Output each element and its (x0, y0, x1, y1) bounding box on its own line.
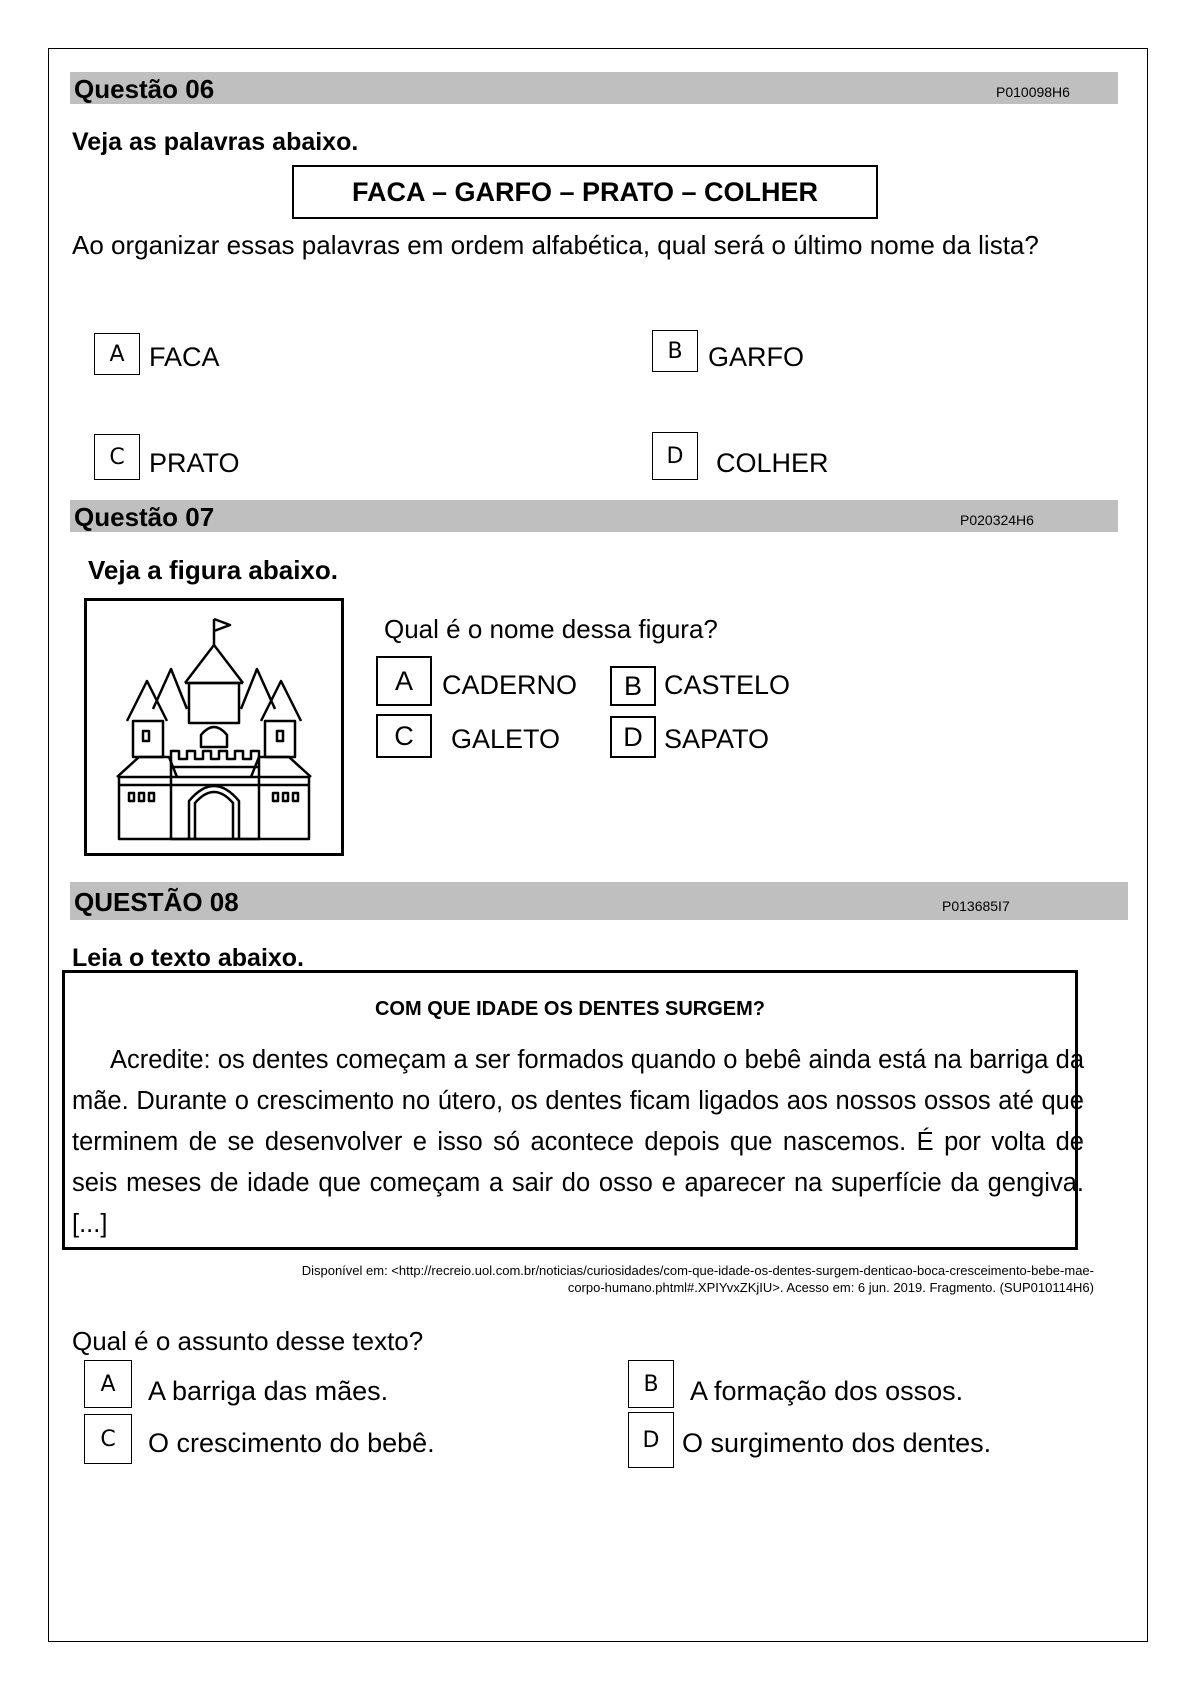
option-d-box[interactable]: D (652, 432, 698, 480)
question-06-code: P010098H6 (996, 84, 1070, 100)
option-a-box[interactable]: A (94, 333, 140, 375)
question-07-code: P020324H6 (960, 512, 1034, 528)
option-c-box[interactable]: C (376, 714, 432, 758)
option-b-text[interactable]: GARFO (708, 342, 805, 372)
question-08-header (70, 882, 1128, 920)
question-08-prompt: Qual é o assunto desse texto? (72, 1326, 424, 1356)
question-06-instruction: Veja as palavras abaixo. (72, 128, 359, 156)
option-a-text[interactable]: FACA (149, 342, 220, 372)
word-list-box: FACA – GARFO – PRATO – COLHER (292, 165, 878, 219)
option-a-box[interactable]: A (376, 656, 432, 706)
question-07-title: Questão 07 (74, 502, 215, 532)
source-citation (100, 1262, 1094, 1296)
option-d-text[interactable]: SAPATO (664, 724, 770, 754)
passage-paragraph: Acredite: os dentes começam a ser formados quando o bebê ainda está na barriga da mãe. Durante o crescimento no útero, os dentes ficam ligados aos nossos ossos até que terminem de se desenvolver e isso só acontece depois que nascemos. É por volta de seis meses de idade que começam a sair do osso e aparecer na superfície da gengiva. [...] (72, 1046, 1084, 1238)
question-06-header (70, 72, 1118, 104)
question-07-prompt: Qual é o nome dessa figura? (384, 614, 718, 644)
option-b-box[interactable]: B (610, 666, 656, 706)
option-b-text[interactable]: A formação dos ossos. (690, 1376, 964, 1406)
source-line-2: corpo-humano.phtml#.XPIYvxZKjIU>. Acesso em: 6 jun. 2019. Fragmento. (SUP010114H6) (567, 1280, 1094, 1295)
option-b-box[interactable]: B (628, 1360, 674, 1408)
question-06-prompt: Ao organizar essas palavras em ordem alfabética, qual será o último nome da lista? (72, 230, 1039, 260)
question-07-header (70, 500, 1118, 532)
source-line-1: Disponível em: <http://recreio.uol.com.br/noticias/curiosidades/com-que-idade-os-dentes-surgem-denticao-boca-cresceimento-bebe-mae- (301, 1263, 1094, 1278)
option-a-text[interactable]: A barriga das mães. (148, 1376, 389, 1406)
option-d-text[interactable]: O surgimento dos dentes. (682, 1428, 992, 1458)
option-d-text[interactable]: COLHER (716, 448, 829, 478)
question-08-code: P013685I7 (942, 898, 1010, 914)
option-b-text[interactable]: CASTELO (664, 670, 791, 700)
text-title: COM QUE IDADE OS DENTES SURGEM? (374, 998, 766, 1020)
question-08-title: QUESTÃO 08 (74, 887, 239, 917)
castle-figure (84, 598, 344, 856)
question-08-instruction: Leia o texto abaixo. (72, 944, 305, 972)
text-passage (72, 1040, 1084, 1245)
option-d-box[interactable]: D (628, 1412, 674, 1468)
option-d-box[interactable]: D (610, 716, 656, 758)
option-c-text[interactable]: PRATO (149, 448, 240, 478)
castle-icon (87, 601, 341, 853)
option-c-box[interactable]: C (94, 434, 140, 480)
option-b-box[interactable]: B (652, 330, 698, 372)
option-a-box[interactable]: A (84, 1360, 132, 1408)
question-07-instruction: Veja a figura abaixo. (88, 555, 338, 585)
question-06-title: Questão 06 (74, 74, 215, 104)
option-c-text[interactable]: GALETO (451, 724, 561, 754)
option-a-text[interactable]: CADERNO (442, 670, 578, 700)
option-c-text[interactable]: O crescimento do bebê. (148, 1428, 435, 1458)
option-c-box[interactable]: C (84, 1414, 132, 1464)
